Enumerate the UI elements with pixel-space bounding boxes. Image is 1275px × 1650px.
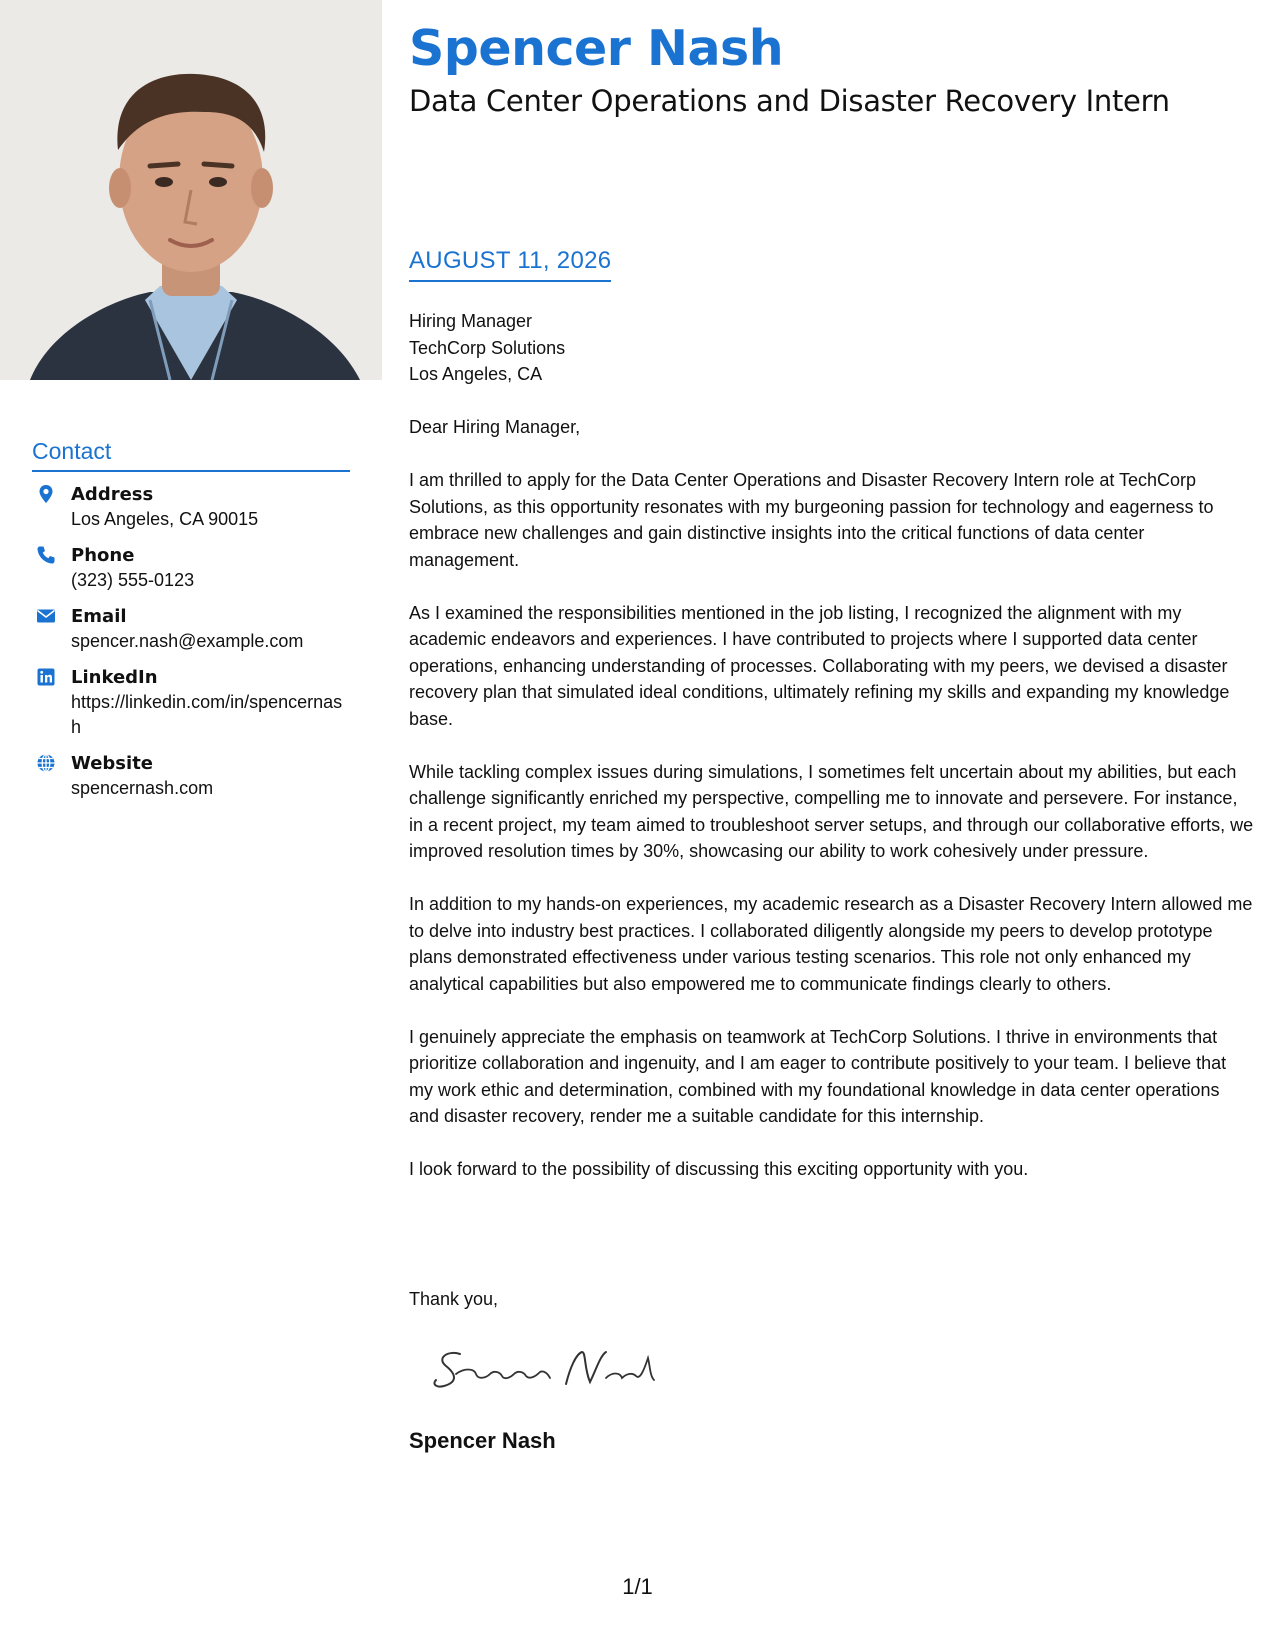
candidate-name: Spencer Nash	[409, 20, 784, 77]
linkedin-icon	[36, 667, 56, 687]
contact-label: Phone	[71, 545, 135, 566]
letter-body	[409, 414, 1254, 1209]
recipient-location: Los Angeles, CA	[409, 364, 543, 384]
phone-icon	[36, 545, 56, 565]
contact-website	[32, 751, 352, 801]
closing: Thank you,	[409, 1289, 499, 1309]
contact-label: LinkedIn	[71, 667, 158, 688]
recipient-title: Hiring Manager	[409, 311, 533, 331]
letter-paragraph: While tackling complex issues during simulations, I sometimes felt uncertain about my abilities, but each challenge significantly enriched my perspective, compelling me to innovate and persevere. For instance, in a recent project, my team aimed to troubleshoot server setups, and through our collaborative efforts, we improved resolution times by 30%, showcasing our ability to work cohesively under pressure.	[409, 761, 1254, 861]
profile-photo	[0, 0, 382, 380]
signed-name: Spencer Nash	[409, 1428, 556, 1453]
letter-paragraph: In addition to my hands-on experiences, my academic research as a Disaster Recovery Intern allowed me to delve into industry best practices. I collaborated diligently alongside my peers to develop prototype plans demonstrated effectiveness under various testing scenarios. This role not only enhanced my analytical capabilities but also empowered me to communicate findings clearly to others.	[409, 894, 1253, 994]
recipient-company: TechCorp Solutions	[409, 337, 566, 358]
contact-linkedin	[32, 665, 352, 740]
contact-value: Los Angeles, CA 90015	[71, 509, 259, 529]
letter-paragraph: I look forward to the possibility of discussing this exciting opportunity with you.	[409, 1159, 1029, 1179]
letter-paragraph: As I examined the responsibilities mentioned in the job listing, I recognized the alignment with my academic endeavors and experiences. I have contributed to projects where I supported data center operations, enhancing understanding of processes. Collaborating with my peers, we devised a disaster recovery plan that simulated ideal conditions, ultimately refining my skills and expanding my knowledge base.	[409, 602, 1230, 729]
page-number: 1/1	[622, 1574, 653, 1599]
contact-label: Address	[71, 484, 154, 505]
contact-list	[32, 482, 352, 812]
envelope-icon	[36, 606, 56, 626]
contact-label: Website	[71, 753, 154, 774]
letter-paragraph: I am thrilled to apply for the Data Center Operations and Disaster Recovery Intern role at TechCorp Solutions, as this opportunity resonates with my burgeoning passion for technology and eagerness to embrace new challenges and gain distinctive insights into the critical functions of data center management.	[409, 470, 1214, 570]
contact-value[interactable]: spencernash.com	[71, 778, 214, 798]
globe-icon	[36, 753, 56, 773]
contact-value[interactable]: https://linkedin.com/in/spencernash	[71, 692, 343, 737]
job-title: Data Center Operations and Disaster Recovery Intern	[409, 84, 1170, 118]
salutation: Dear Hiring Manager,	[409, 417, 581, 437]
contact-heading: Contact	[32, 438, 350, 472]
letter-date: AUGUST 11, 2026	[409, 248, 611, 282]
contact-label: Email	[71, 606, 127, 627]
recipient-block	[409, 308, 565, 388]
contact-email	[32, 604, 352, 654]
contact-value: (323) 555-0123	[71, 570, 195, 590]
contact-value[interactable]: spencer.nash@example.com	[71, 631, 304, 651]
handwritten-signature	[430, 1344, 660, 1396]
map-pin-icon	[36, 484, 56, 504]
contact-phone	[32, 543, 352, 593]
letter-paragraph: I genuinely appreciate the emphasis on teamwork at TechCorp Solutions. I thrive in environments that prioritize collaboration and ingenuity, and I am eager to contribute positively to your team. I believe that my work ethic and determination, combined with my foundational knowledge in data center operations and disaster recovery, render me a suitable candidate for this internship.	[409, 1026, 1227, 1126]
contact-address	[32, 482, 352, 532]
